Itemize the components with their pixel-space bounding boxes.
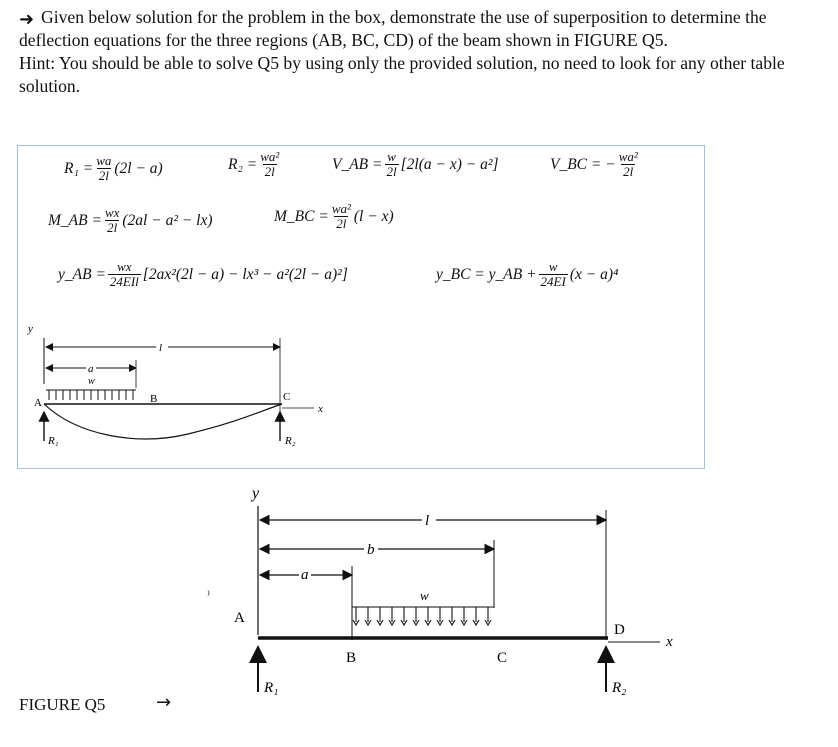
box-r1-label: R₁ bbox=[48, 435, 59, 447]
fig-a-point: A bbox=[234, 610, 245, 626]
fig-d-point: D bbox=[614, 622, 625, 638]
ybc-equation: y_BC = y_AB + $\frac{w}{24EI}$ (x − a)⁴ bbox=[436, 259, 619, 289]
box-r2-label: R₂ bbox=[285, 435, 296, 447]
box-b-point: B bbox=[150, 393, 158, 405]
mab-equation: M_AB = $\frac{wx}{2l}$ (2al − a² − lx) bbox=[48, 205, 213, 235]
fig-r2-label: R₂ bbox=[612, 680, 627, 696]
r1-equation: R₁ = $\frac{wa}{2l}$ (2l − a) bbox=[64, 153, 163, 183]
box-distributed-load bbox=[46, 390, 136, 400]
fig-b-label: b bbox=[367, 542, 375, 558]
box-w-label: w bbox=[88, 376, 95, 387]
fig-b-point: B bbox=[346, 650, 357, 666]
mbc-equation: M_BC = $\frac{\text{wa²}}{2l}$ (l − x) bbox=[274, 201, 394, 231]
vab-equation: V_AB = $\frac{w}{2l}$ [2l(a − x) − a²] bbox=[332, 149, 499, 179]
yab-equation: y_AB = $\frac{wx}{\text{24EIl}}$ [2ax²(2l − a) − lx³ − a²(2l − a)²] bbox=[58, 259, 348, 289]
fig-c-point: C bbox=[497, 650, 508, 666]
figure-q5-diagram bbox=[220, 480, 700, 710]
box-x-label: x bbox=[318, 403, 323, 415]
fig-y-label: y bbox=[252, 485, 260, 502]
fig-distributed-load bbox=[352, 607, 494, 625]
fig-r1-label: R₁ bbox=[264, 680, 279, 696]
box-c-point: C bbox=[283, 391, 291, 403]
vbc-equation: V_BC = − $\frac{\text{wa²}}{2l}$ bbox=[550, 149, 638, 179]
hint-line: Hint: You should be able to solve Q5 by using only the provided solution, no need to look for any other table solution. bbox=[19, 53, 785, 96]
box-beam-diagram bbox=[18, 316, 358, 466]
caption-arrow-icon: → bbox=[156, 692, 172, 713]
box-l-label: l bbox=[159, 342, 163, 354]
question-marker-icon: ➜ bbox=[19, 9, 35, 30]
solution-box bbox=[17, 145, 705, 469]
fig-a-label: a bbox=[301, 567, 309, 583]
fig-w-label: w bbox=[420, 588, 429, 603]
box-deflection-curve bbox=[44, 404, 282, 439]
box-y-label: y bbox=[28, 323, 33, 335]
question-text bbox=[19, 6, 819, 98]
fig-x-label: x bbox=[666, 634, 673, 650]
figure-caption: FIGURE Q5 bbox=[19, 695, 106, 714]
question-line: Given below solution for the problem in the box, demonstrate the use of superposition to determine the deflection equations for the three regions (AB, BC, CD) of the beam shown in FIGURE Q5. bbox=[19, 7, 767, 50]
stray-mark: ⁾ bbox=[207, 588, 210, 602]
fig-l-label: l bbox=[425, 513, 430, 529]
r2-equation: R₂ = $\frac{\text{wa²}}{2l}$ bbox=[228, 149, 280, 179]
box-a-point: A bbox=[34, 397, 42, 409]
box-a-label: a bbox=[88, 363, 94, 375]
